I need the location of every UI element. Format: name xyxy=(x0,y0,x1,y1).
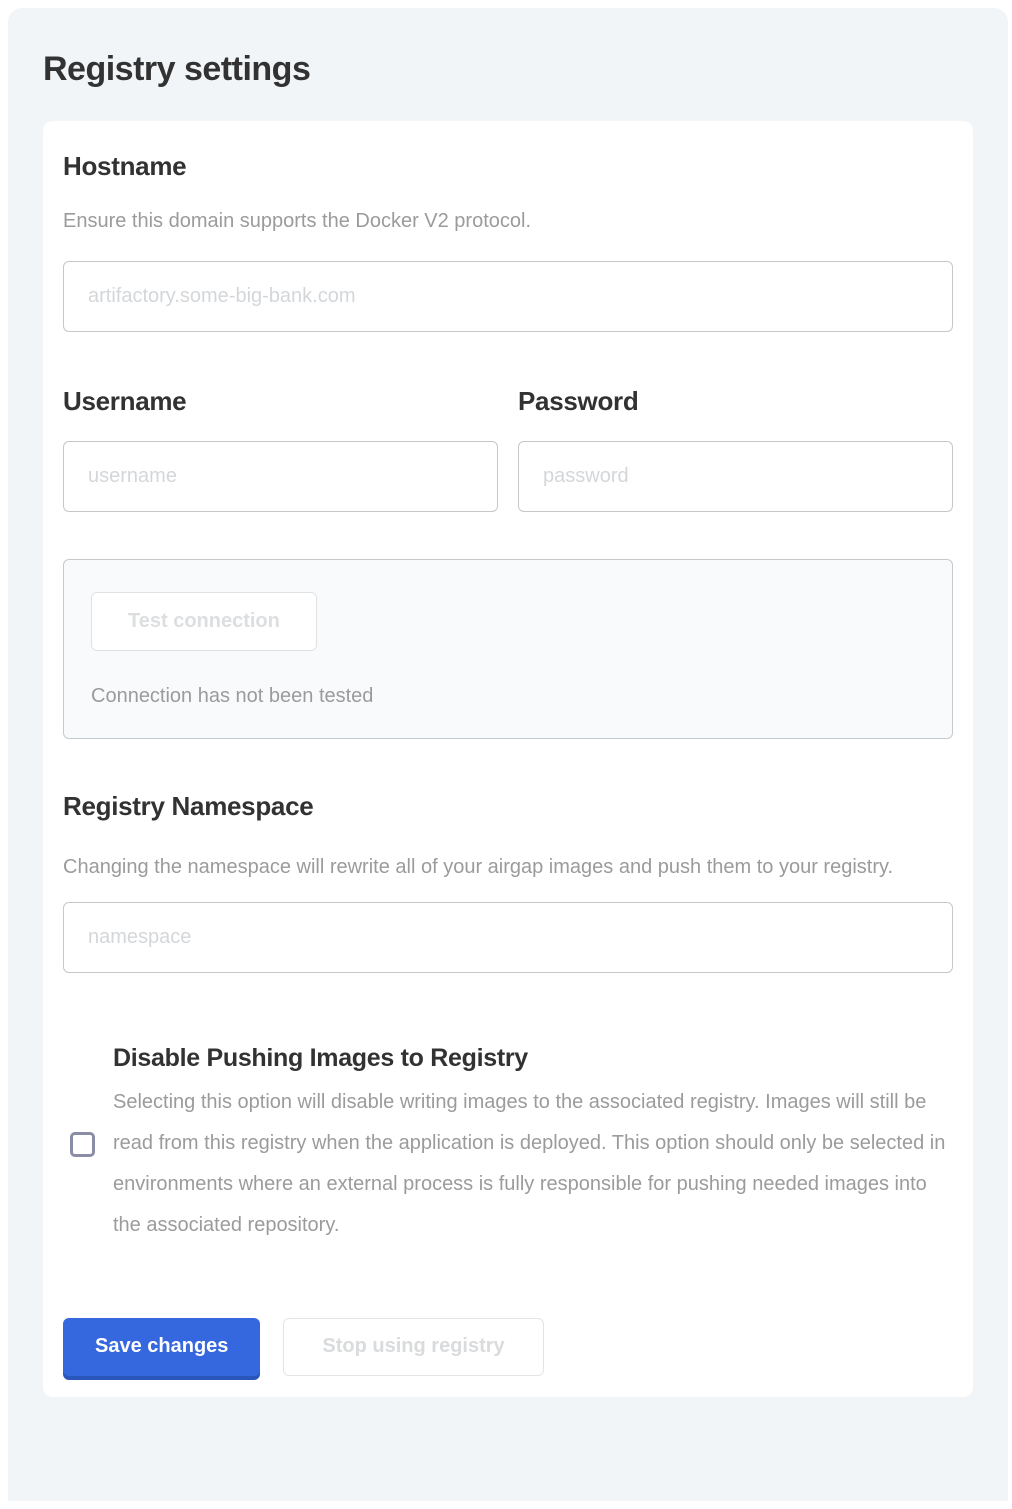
save-changes-button[interactable]: Save changes xyxy=(63,1318,260,1376)
username-input[interactable] xyxy=(63,441,498,512)
namespace-input[interactable] xyxy=(63,902,953,973)
credentials-row xyxy=(63,386,953,512)
disable-pushing-checkbox[interactable] xyxy=(70,1132,95,1157)
namespace-section xyxy=(63,791,953,972)
disable-pushing-option xyxy=(63,1043,953,1246)
disable-pushing-text xyxy=(113,1043,953,1246)
username-column xyxy=(63,386,498,512)
registry-settings-card xyxy=(43,121,973,1397)
username-label: Username xyxy=(63,386,187,417)
hostname-label: Hostname xyxy=(63,151,187,181)
namespace-help-text: Changing the namespace will rewrite all of your airgap images and push them to your registry. xyxy=(63,855,894,878)
page-title: Registry settings xyxy=(43,50,311,88)
disable-pushing-description: Selecting this option will disable writing images to the associated registry. Images will still be read from this registry when the application is deployed. This option should only be selected in environments where an external process is fully responsible for pushing needed images into the associated repository. xyxy=(113,1090,946,1236)
namespace-label: Registry Namespace xyxy=(63,791,314,822)
hostname-help-text: Ensure this domain supports the Docker V2 protocol. xyxy=(63,210,532,233)
hostname-section xyxy=(63,151,953,332)
password-label: Password xyxy=(518,386,639,417)
disable-pushing-heading: Disable Pushing Images to Registry xyxy=(113,1043,528,1072)
stop-using-registry-button[interactable]: Stop using registry xyxy=(283,1318,543,1376)
test-connection-panel xyxy=(63,559,953,739)
form-actions xyxy=(63,1318,953,1380)
connection-status-text: Connection has not been tested xyxy=(91,685,374,708)
password-input[interactable] xyxy=(518,441,953,512)
test-connection-button[interactable]: Test connection xyxy=(91,592,317,651)
registry-settings-page xyxy=(8,8,1008,1501)
hostname-input[interactable] xyxy=(63,261,953,332)
password-column xyxy=(518,386,953,512)
